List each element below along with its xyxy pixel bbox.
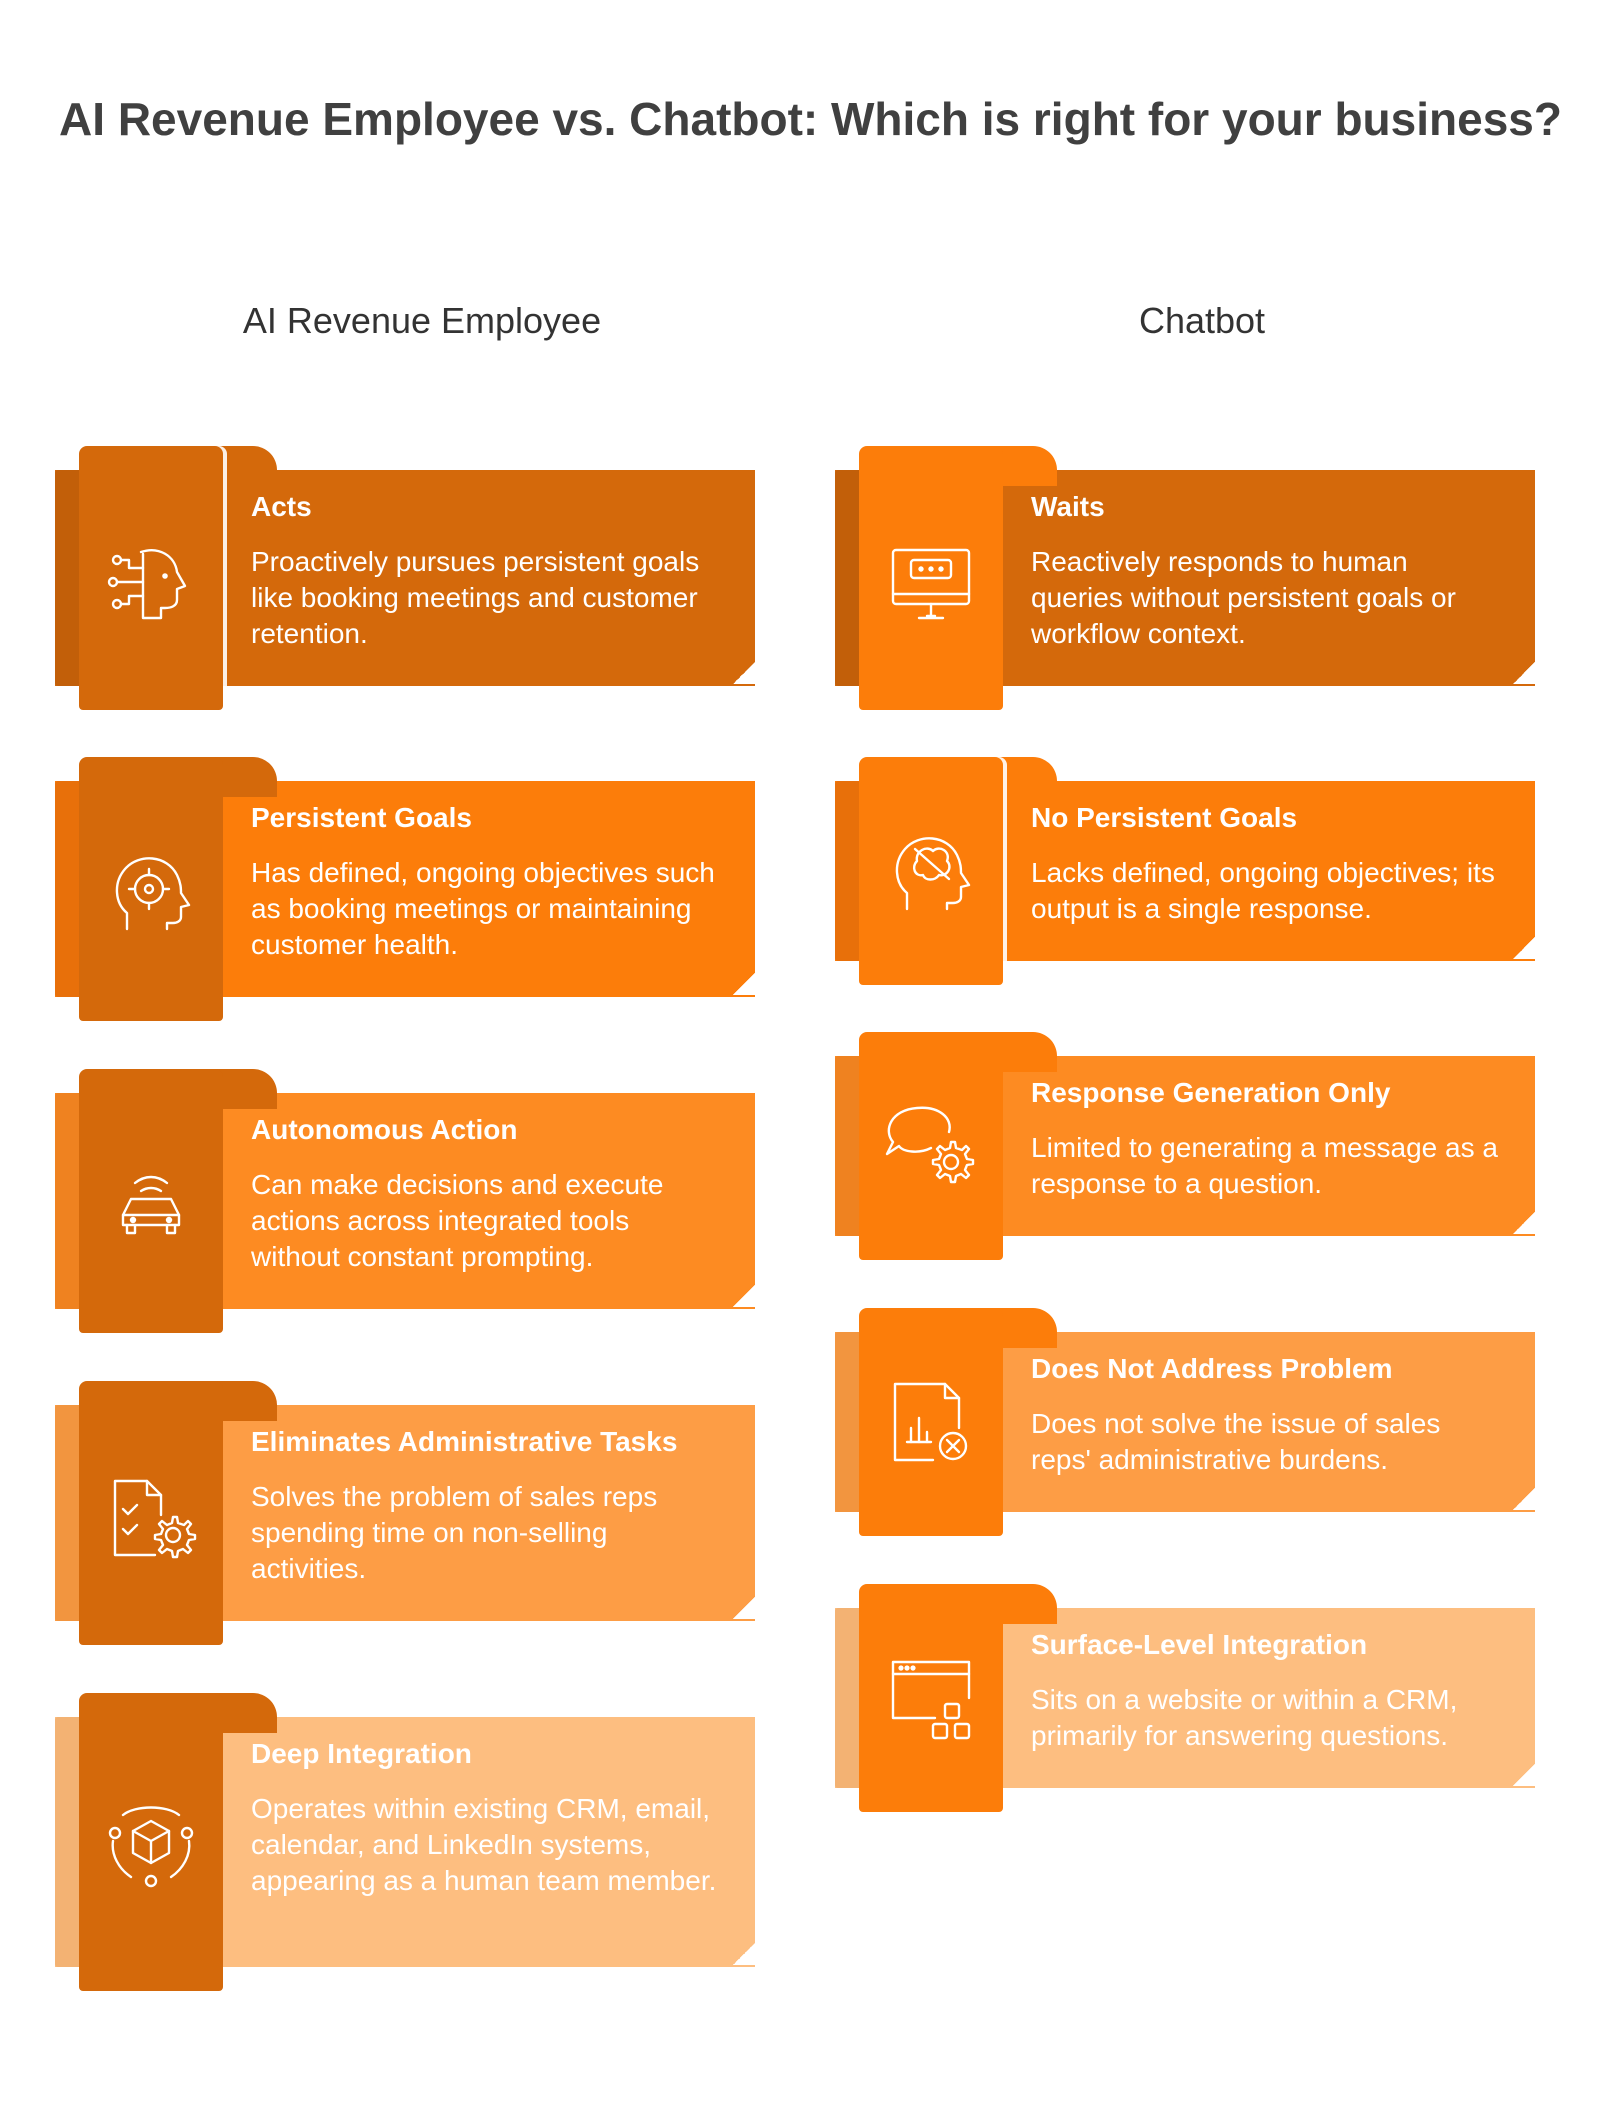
card-heading: Deep Integration: [251, 1738, 472, 1769]
card-description: Can make decisions and execute actions across integrated tools without constant prompting.: [251, 1168, 664, 1272]
card-heading: Waits: [1031, 491, 1105, 522]
card-description: Sits on a website or within a CRM, primarily for answering questions.: [1031, 1683, 1458, 1751]
monitor-chat-icon: [881, 532, 981, 632]
card-heading: Surface-Level Integration: [1031, 1629, 1368, 1660]
right-card-surface-level-integration: [835, 1584, 1535, 1812]
card-heading: Does Not Address Problem: [1031, 1353, 1393, 1384]
window-widgets-icon: [881, 1648, 981, 1748]
card-heading: Response Generation Only: [1031, 1077, 1391, 1108]
page-title: AI Revenue Employee vs. Chatbot: Which is right for your business?: [59, 93, 1562, 145]
autonomous-car-icon: [101, 1155, 201, 1255]
left-card-persistent-goals: [55, 757, 755, 1021]
target-head-icon: [101, 843, 201, 943]
card-description: Operates within existing CRM, email, calendar, and LinkedIn systems, appearing as a human team member.: [251, 1792, 717, 1896]
report-cancel-icon: [881, 1372, 981, 1472]
card-heading: Acts: [251, 491, 312, 522]
integration-cube-icon: [101, 1793, 201, 1893]
card-description: Solves the problem of sales reps spending time on non-selling activities.: [251, 1480, 658, 1584]
card-description: Has defined, ongoing objectives such as booking meetings or maintaining customer health.: [251, 856, 715, 960]
right-column-header: Chatbot: [1138, 300, 1266, 341]
card-description: Proactively pursues persistent goals like booking meetings and customer retention.: [251, 545, 700, 649]
right-card-waits: [835, 446, 1535, 710]
checklist-gear-icon: [101, 1467, 201, 1567]
card-heading: Autonomous Action: [251, 1114, 518, 1145]
card-heading: No Persistent Goals: [1031, 802, 1298, 833]
crossed-brain-icon: [881, 821, 981, 921]
ai-head-icon: [101, 532, 201, 632]
left-column-header: AI Revenue Employee: [242, 300, 602, 341]
left-card-eliminates-admin-tasks: [55, 1381, 755, 1645]
card-heading: Eliminates Administrative Tasks: [251, 1426, 678, 1457]
left-card-deep-integration: [55, 1693, 755, 1991]
card-description: Limited to generating a message as a response to a question.: [1031, 1131, 1498, 1199]
card-description: Lacks defined, ongoing objectives; its output is a single response.: [1031, 856, 1495, 924]
right-card-no-persistent-goals: [835, 757, 1535, 985]
card-description: Does not solve the issue of sales reps' administrative burdens.: [1031, 1407, 1441, 1475]
card-description: Reactively responds to human queries without persistent goals or workflow context.: [1031, 545, 1456, 649]
right-card-does-not-address-problem: [835, 1308, 1535, 1536]
right-card-response-generation-only: [835, 1032, 1535, 1260]
left-card-acts: [55, 446, 755, 710]
chat-gear-icon: [881, 1096, 981, 1196]
left-card-autonomous-action: [55, 1069, 755, 1333]
card-heading: Persistent Goals: [251, 802, 472, 833]
